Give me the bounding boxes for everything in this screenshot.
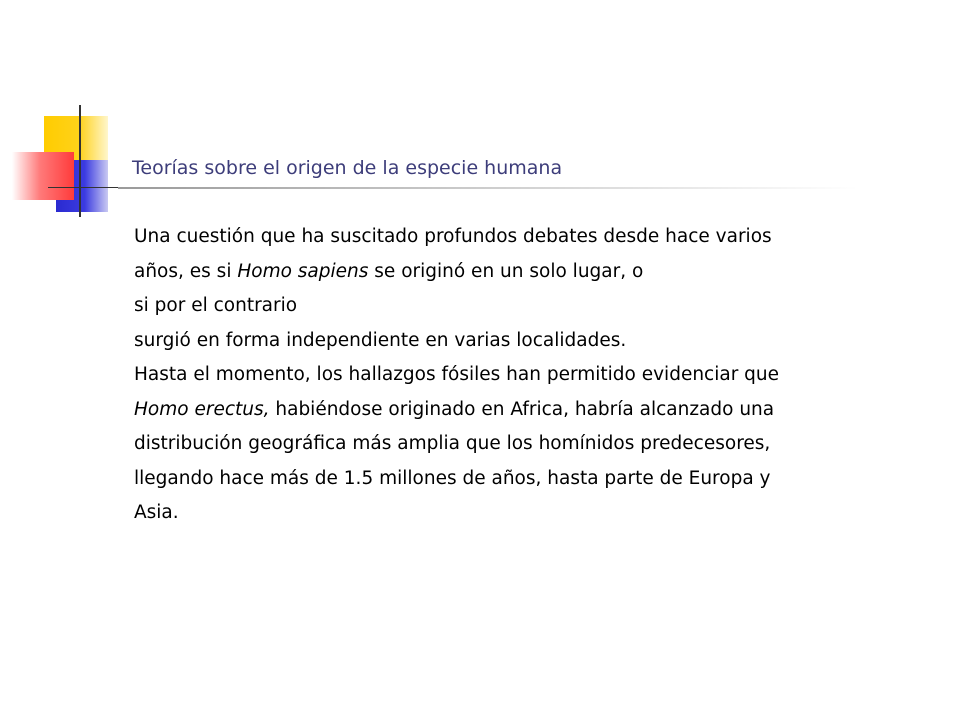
body-text-run: Asia. bbox=[134, 502, 179, 523]
body-text-line bbox=[134, 427, 894, 462]
species-name-italic: Homo erectus, bbox=[134, 398, 270, 420]
yellow-square-decoration bbox=[44, 116, 108, 180]
body-text-run: si por el contrario bbox=[134, 295, 298, 316]
vertical-line-decoration bbox=[79, 105, 81, 217]
body-text-run: surgió en forma independiente en varias localidades. bbox=[134, 329, 627, 351]
slide-title: Teorías sobre el origen de la especie humana bbox=[132, 157, 563, 179]
body-text-run: llegando hace más de 1.5 millones de años, hasta parte de Europa y bbox=[134, 467, 771, 489]
body-text-run: distribución geográfica más amplia que los homínidos predecesores, bbox=[134, 433, 771, 454]
slide-body-text bbox=[134, 220, 894, 531]
body-text-run: años, es si bbox=[134, 260, 238, 282]
body-text-line bbox=[134, 393, 894, 428]
blue-square-decoration bbox=[56, 160, 108, 212]
body-text-run: Una cuestión que ha suscitado profundos debates desde hace varios bbox=[134, 226, 772, 247]
body-text-line bbox=[134, 462, 894, 497]
title-underline-rule bbox=[118, 187, 858, 189]
body-text-line bbox=[134, 324, 894, 359]
body-text-run: habiéndose originado en Africa, habría alcanzado una bbox=[269, 398, 775, 420]
body-text-line bbox=[134, 289, 894, 324]
horizontal-line-decoration bbox=[48, 187, 118, 188]
species-name-italic: Homo sapiens bbox=[237, 260, 369, 282]
body-text-run: Hasta el momento, los hallazgos fósiles han permitido evidenciar que bbox=[134, 364, 780, 385]
body-text-run: se originó en un solo lugar, o bbox=[368, 260, 644, 282]
red-square-decoration bbox=[12, 152, 74, 200]
body-text-line bbox=[134, 496, 894, 531]
body-text-line bbox=[134, 358, 894, 393]
body-text-line bbox=[134, 220, 894, 255]
body-text-line bbox=[134, 255, 894, 290]
